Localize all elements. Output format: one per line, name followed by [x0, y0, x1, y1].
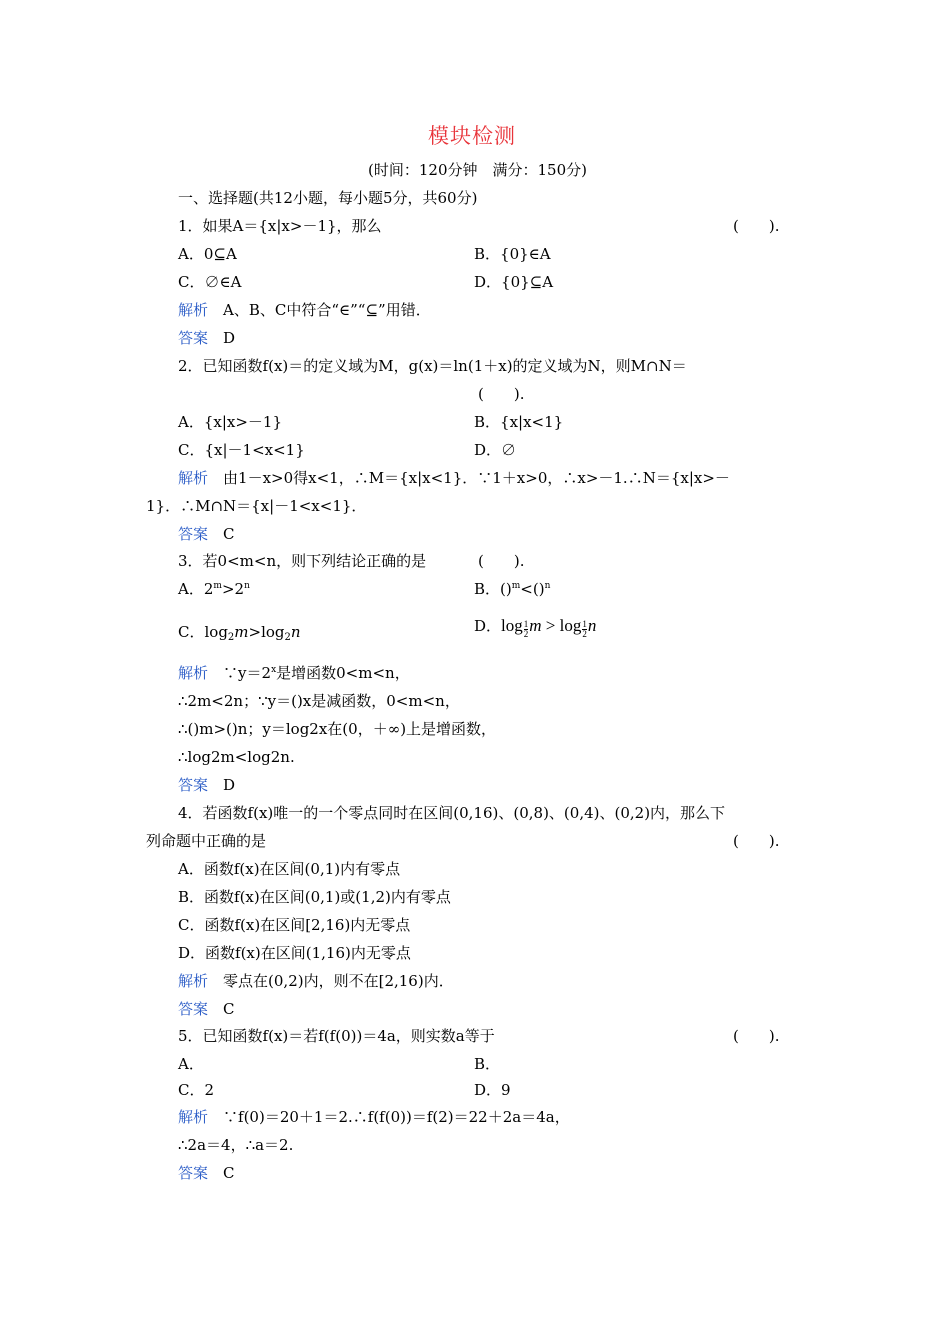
- q5-option-a: A．: [178, 1055, 204, 1073]
- answer-label: 答案: [178, 1164, 209, 1182]
- q2-analysis: [178, 468, 730, 488]
- analysis-label: 解析: [178, 301, 209, 319]
- q4-analysis: [178, 971, 454, 991]
- q5-answer: [178, 1163, 235, 1183]
- q1-option-c: C．∅∈A: [178, 273, 242, 291]
- section-heading: 一、选择题(共12小题，每小题5分，共60分): [178, 189, 478, 207]
- q2-option-a: A．{x|x>－1}: [178, 413, 283, 431]
- q4-option-d: D．函数f(x)在区间(1,16)内无零点: [178, 944, 411, 962]
- q3-answer-blank: ( ).: [478, 552, 525, 570]
- answer-label: 答案: [178, 776, 209, 794]
- page-title: 模块检测: [428, 124, 516, 148]
- q5-answer-blank: ( ).: [733, 1027, 780, 1045]
- q5-analysis-text-1: ∵f(0)＝20＋1＝2.∴f(f(0))＝f(2)＝22＋2a＝4a，: [223, 1108, 570, 1126]
- q2-answer: [178, 524, 235, 544]
- q3-option-b: B．()$^m$<()$^n$: [474, 580, 551, 598]
- answer-label: 答案: [178, 1000, 209, 1018]
- q4-answer: [178, 999, 235, 1019]
- q3-option-c: C．$\log_2m>\log_2n$: [178, 623, 301, 643]
- q5-analysis-text-2: ∴2a＝4，∴a＝2.: [178, 1136, 294, 1154]
- q4-stem-2: 列命题中正确的是: [146, 832, 267, 850]
- q3-answer: [178, 775, 235, 795]
- q1-answer-blank: ( ).: [733, 217, 780, 235]
- q2-option-b: B．{x|x<1}: [474, 413, 564, 431]
- analysis-label: 解析: [178, 1108, 209, 1126]
- answer-label: 答案: [178, 329, 209, 347]
- q4-option-a: A．函数f(x)在区间(0,1)内有零点: [178, 860, 401, 878]
- q1-stem: 1．如果A＝{x|x>－1}，那么: [178, 217, 382, 235]
- q3-analysis-text-2: ∴2m<2n；∵y＝()x是减函数，0<m<n，: [178, 692, 460, 710]
- q2-analysis-text-1: 由1－x>0得x<1，∴M＝{x|x<1}．∵1＋x>0，∴x>－1.∴N＝{x|x>－: [223, 469, 730, 487]
- answer-label: 答案: [178, 525, 209, 543]
- q2-answer-blank: ( ).: [478, 385, 525, 403]
- q4-answer-value: C: [223, 1000, 235, 1018]
- q1-option-b: B．{0}∈A: [474, 245, 551, 263]
- q5-stem: 5．已知函数f(x)＝若f(f(0))＝4a，则实数a等于: [178, 1027, 495, 1045]
- q4-analysis-text: 零点在(0,2)内，则不在[2,16)内．: [223, 972, 454, 990]
- q1-option-a: A．0⊆A: [178, 245, 237, 263]
- q3-analysis-text-4: ∴log2m<log2n.: [178, 748, 295, 766]
- q2-stem: 2．已知函数f(x)＝的定义域为M，g(x)＝ln(1＋x)的定义域为N，则M∩N＝: [178, 357, 687, 375]
- q1-option-d: D．{0}⊆A: [474, 273, 554, 291]
- q3-option-d: D．log $\frac{1}{2}$ m > log $\frac{1}{2}$ n: [474, 616, 597, 639]
- q1-answer: [178, 328, 235, 348]
- q5-answer-value: C: [223, 1164, 235, 1182]
- q2-option-c: C．{x|－1<x<1}: [178, 441, 305, 459]
- q3-answer-value: D: [223, 776, 236, 794]
- q1-analysis: [178, 300, 431, 320]
- q2-analysis-text-2: 1}．∴M∩N＝{x|－1<x<1}．: [146, 497, 367, 515]
- q4-answer-blank: ( ).: [733, 832, 780, 850]
- q3-stem: 3．若0<m<n，则下列结论正确的是: [178, 552, 427, 570]
- q2-option-d: D．∅: [474, 441, 517, 459]
- q5-option-c: C．2: [178, 1081, 215, 1099]
- q3-analysis-text-3: ∴()m>()n；y＝log2x在(0，＋∞)上是增函数，: [178, 720, 497, 738]
- q4-option-c: C．函数f(x)在区间[2,16)内无零点: [178, 916, 411, 934]
- q1-answer-value: D: [223, 329, 236, 347]
- q5-option-d: D．9: [474, 1081, 511, 1099]
- q4-option-b: B．函数f(x)在区间(0,1)或(1,2)内有零点: [178, 888, 451, 906]
- q1-analysis-text: A、B、C中符合“∈”“⊆”用错．: [223, 301, 431, 319]
- exam-info: (时间：120分钟 满分：150分): [368, 161, 587, 179]
- q3-option-a: A．$2^m>2^n$: [178, 580, 250, 598]
- q4-stem-1: 4．若函数f(x)唯一的一个零点同时在区间(0,16)、(0,8)、(0,4)、(0,2)内，那么下: [178, 804, 726, 822]
- q5-analysis: [178, 1107, 570, 1127]
- q5-option-b: B．: [474, 1055, 501, 1073]
- analysis-label: 解析: [178, 664, 209, 682]
- analysis-label: 解析: [178, 972, 209, 990]
- q2-answer-value: C: [223, 525, 235, 543]
- analysis-label: 解析: [178, 469, 209, 487]
- q3-analysis: 解析 $\because y=2^x$是增函数0<m<n，: [178, 664, 410, 682]
